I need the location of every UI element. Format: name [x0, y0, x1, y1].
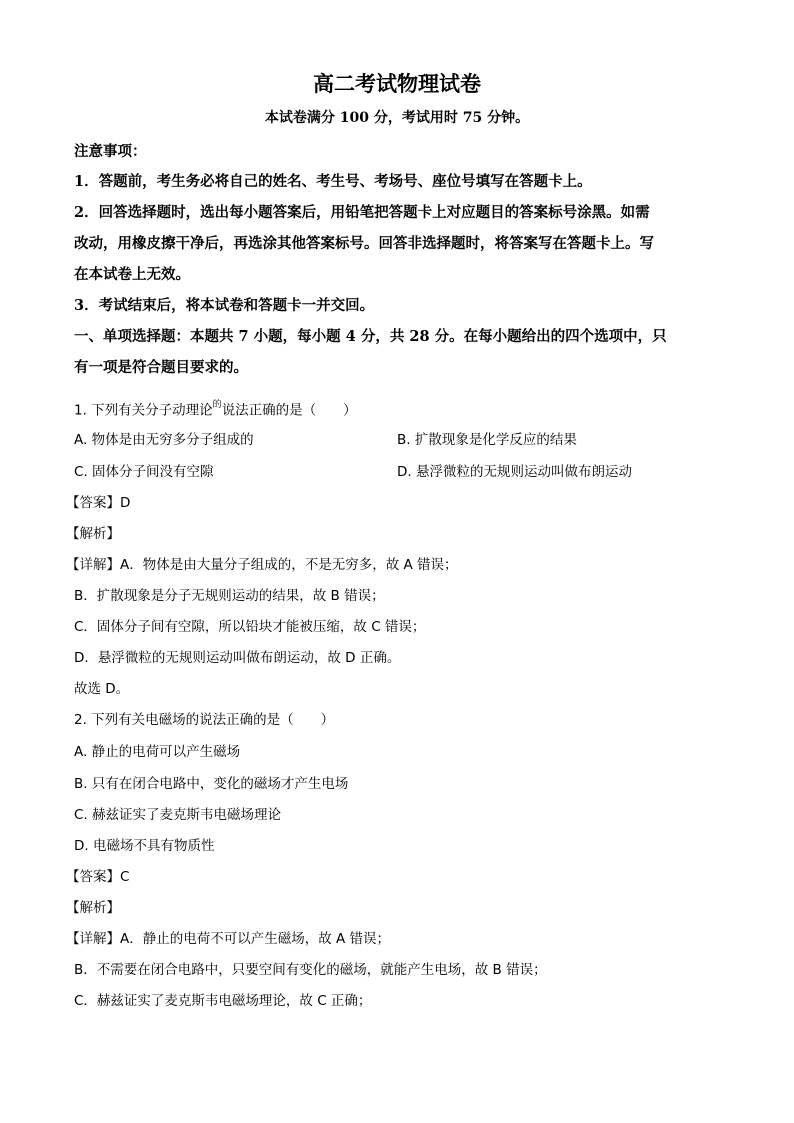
page-subtitle: 本试卷满分 100 分，考试用时 75 分钟。 [264, 110, 530, 126]
q1-option-b: B. 扩散现象是化学反应的结果 [397, 432, 577, 448]
q2-answer-label: 【答案】 [66, 869, 120, 885]
note-item-2-line-2: 改动，用橡皮擦干净后，再选涂其他答案标号。回答非选择题时，将答案写在答题卡上。写 [74, 235, 654, 252]
q1-detail-label: 【详解】 [66, 557, 120, 573]
q1-stem-mark: 的 [212, 400, 222, 410]
q1-detail-a-text: A．物体是由大量分子组成的，不是无穷多，故 A 错误； [120, 557, 458, 573]
q2-option-d: D. 电磁场不具有物质性 [74, 838, 215, 854]
note-item-2-line-3: 在本试卷上无效。 [74, 266, 190, 283]
q2-analysis-label: 【解析】 [66, 900, 120, 916]
q2-detail-a [66, 929, 390, 949]
q1-conclusion: 故选 D。 [74, 681, 130, 697]
q2-answer-value: C [120, 869, 130, 885]
note-item-1: 1．答题前，考生务必将自己的姓名、考生号、考场号、座位号填写在答题卡上。 [74, 173, 592, 190]
q1-detail-a [66, 555, 458, 575]
q1-detail-c: C．固体分子间有空隙，所以铅块才能被压缩，故 C 错误； [74, 619, 426, 635]
q1-detail-d: D．悬浮微粒的无规则运动叫做布朗运动，故 D 正确。 [74, 650, 401, 666]
q1-detail-b: B．扩散现象是分子无规则运动的结果，故 B 错误； [74, 588, 385, 604]
q2-detail-label: 【详解】 [66, 931, 120, 947]
notes-heading: 注意事项： [74, 143, 147, 160]
q2-option-c: C. 赫兹证实了麦克斯韦电磁场理论 [74, 807, 282, 823]
q2-option-b: B. 只有在闭合电路中，变化的磁场才产生电场 [74, 776, 349, 792]
q2-stem: 2. 下列有关电磁场的说法正确的是（ ） [74, 712, 335, 728]
note-item-2-line-1: 2．回答选择题时，选出每小题答案后，用铅笔把答题卡上对应题目的答案标号涂黑。如需 [74, 204, 650, 221]
q1-option-c: C. 固体分子间没有空隙 [74, 464, 214, 480]
q1-answer-label: 【答案】 [66, 495, 120, 511]
q1-analysis-label: 【解析】 [66, 526, 120, 542]
page-title: 高二考试物理试卷 [313, 71, 481, 96]
q1-stem-part-a: 1. 下列有关分子动理论 [74, 402, 213, 419]
q2-answer [66, 867, 129, 887]
q1-stem [74, 397, 357, 421]
q1-option-a: A. 物体是由无穷多分子组成的 [74, 432, 254, 448]
note-item-3: 3．考试结束后，将本试卷和答题卡一并交回。 [74, 297, 375, 314]
q1-option-d: D. 悬浮微粒的无规则运动叫做布朗运动 [397, 464, 632, 480]
section-heading-line-1: 一、单项选择题：本题共 7 小题，每小题 4 分，共 28 分。在每小题给出的四个选项中，只 [74, 328, 667, 345]
q2-detail-b: B．不需要在闭合电路中，只要空间有变化的磁场，就能产生电场，故 B 错误； [74, 962, 547, 978]
q2-detail-a-text: A．静止的电荷不可以产生磁场，故 A 错误； [120, 931, 391, 947]
q2-option-a: A. 静止的电荷可以产生磁场 [74, 744, 241, 760]
q2-detail-c: C．赫兹证实了麦克斯韦电磁场理论，故 C 正确； [74, 993, 372, 1009]
q1-answer-value: D [120, 495, 131, 511]
q1-stem-part-b: 说法正确的是（ ） [221, 402, 357, 419]
section-heading-line-2: 有一项是符合题目要求的。 [74, 359, 248, 376]
q1-answer [66, 493, 130, 513]
